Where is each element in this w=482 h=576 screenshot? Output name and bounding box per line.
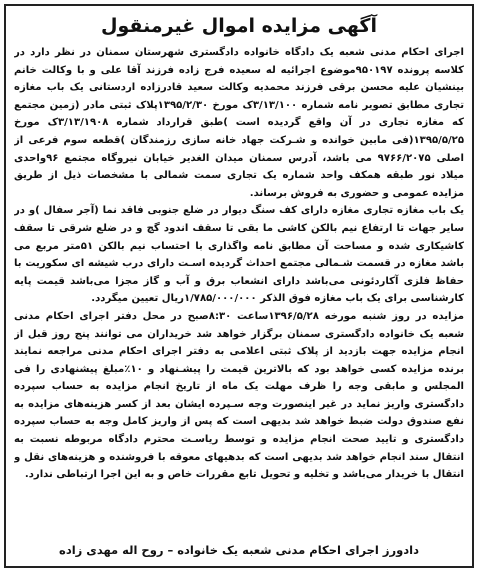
notice-paragraph: اجرای احکام مدنی شعبه یک دادگاه خانواده دادگستری شهرستان سمنان در نظر دارد در کلاسه پرونده ۹۵۰۱۹۷موضوع اجرائیه له سعیده فرج زاده فرزند آقا علی و با وکالت خانم بینشیان علیه محسن برقی فرزند محمدیه وکالت سعید قادرزاده اردستانی یک باب مغازه تجاری مطابق تصویر نامه شماره ۳/۱۳/۱۰۰ک مورخ ۱۳۹۵/۲/۳۰پلاک ثبتی مادر (زمین مجتمع که مغازه تجاری در آن واقع گردیده است )طبق قرارداد شماره ۳/۱۳/۱۹۰۸ک مورخ ۱۳۹۵/۵/۲۵(فی مابین خوانده و شـرکت جهاد خانه سازی رزمندگان )قطعه سوم فرعی از اصلی ۹۷۶۶/۲۰۷۵ می باشد، آدرس سمنان میدان الغدیر خیابان نیروگاه مجتمع ۹۶واحدی میلاد نور طبقه همکف واحد شماره یک تجاری سمت شمالی با مشخصات ذیل از طریق مزایده عمومی و حضوری به فروش برساند. — [14, 47, 464, 199]
notice-body — [14, 44, 464, 538]
notice-title: آگهی مزایده اموال غیرمنقول — [101, 15, 377, 37]
notice-paragraph: یک باب مغازه تجاری مغازه دارای کف سنگ دیوار در ضلع جنوبی فاقد نما (آجر سفال )و در سایر جهات تا ارتفاع نیم بالکن کاشی ما بقی تا سقف اندود گچ و در ضلع شرقی تا سقف کاشیکاری شده و مساحت آن مطابق نامه واگذاری با احتساب نیم بالکن ۵۱متر مربع می باشد مغازه در قسمت شـمالی مجتمع احداث گردیده اسـت دارای درب شیشه ای سکوریت با حفاظ فلزی آکاردئونی می‌باشد دارای انشعاب برق و آب و گاز مجزا می‌باشد قیمت پایه کارشناسی برای یک باب مغازه فوق الذکر ۱/۷۸۵/۰۰۰/۰۰۰ریال تعیین میگردد. — [14, 205, 464, 305]
notice-paragraph: مزایده در روز شنبه مورخه ۱۳۹۶/۵/۲۸ساعت ۸:۳۰صبح در محل دفتر اجرای احکام مدنی شعبه یک خانواده دادگستری سمنان برگزار خواهد شد خریداران می توانند پنج روز قبل از انجام مزایده جهت بازدید از پلاک ثبتی اعلامی به دفتر اجرای احکام مدنی مراجعه نمایند برنده مزایده کسی خواهد بود که بالاترین قیمت را پیشـنهاد و ۱۰٪مبلغ پیشنهادی را فی المجلس و مابقی وجه را ظرف مهلت یک ماه از تاریخ انجام مزایده به حساب سپرده دادگستری واریز نماید در غیر اینصورت وجه سـپرده ایشان بعد از کسر هزینه‌های مزایده به نفع صندوق دولت ضبط خواهد شد بدیهی است که پس از واریز کامل وجه به حساب سپرده دادگستری و تایید صحت انجام مزایده و توسط ریاسـت محترم دادگاه مربوطه نسبت به انتقال سند انجام خواهد شد بدیهی است که بدهیهای معوقه با فروشنده و هزینه‌های نقل و انتقال با خریدار می‌باشد و تخلیه و تحویل تابع مقررات خاص و به این اجرا ارتباطی ندارد. — [14, 310, 464, 481]
auction-notice — [4, 4, 474, 568]
notice-signature: دادورز اجرای احکام مدنی شعبه یک خانواده – روح اله مهدی زاده — [59, 543, 419, 557]
